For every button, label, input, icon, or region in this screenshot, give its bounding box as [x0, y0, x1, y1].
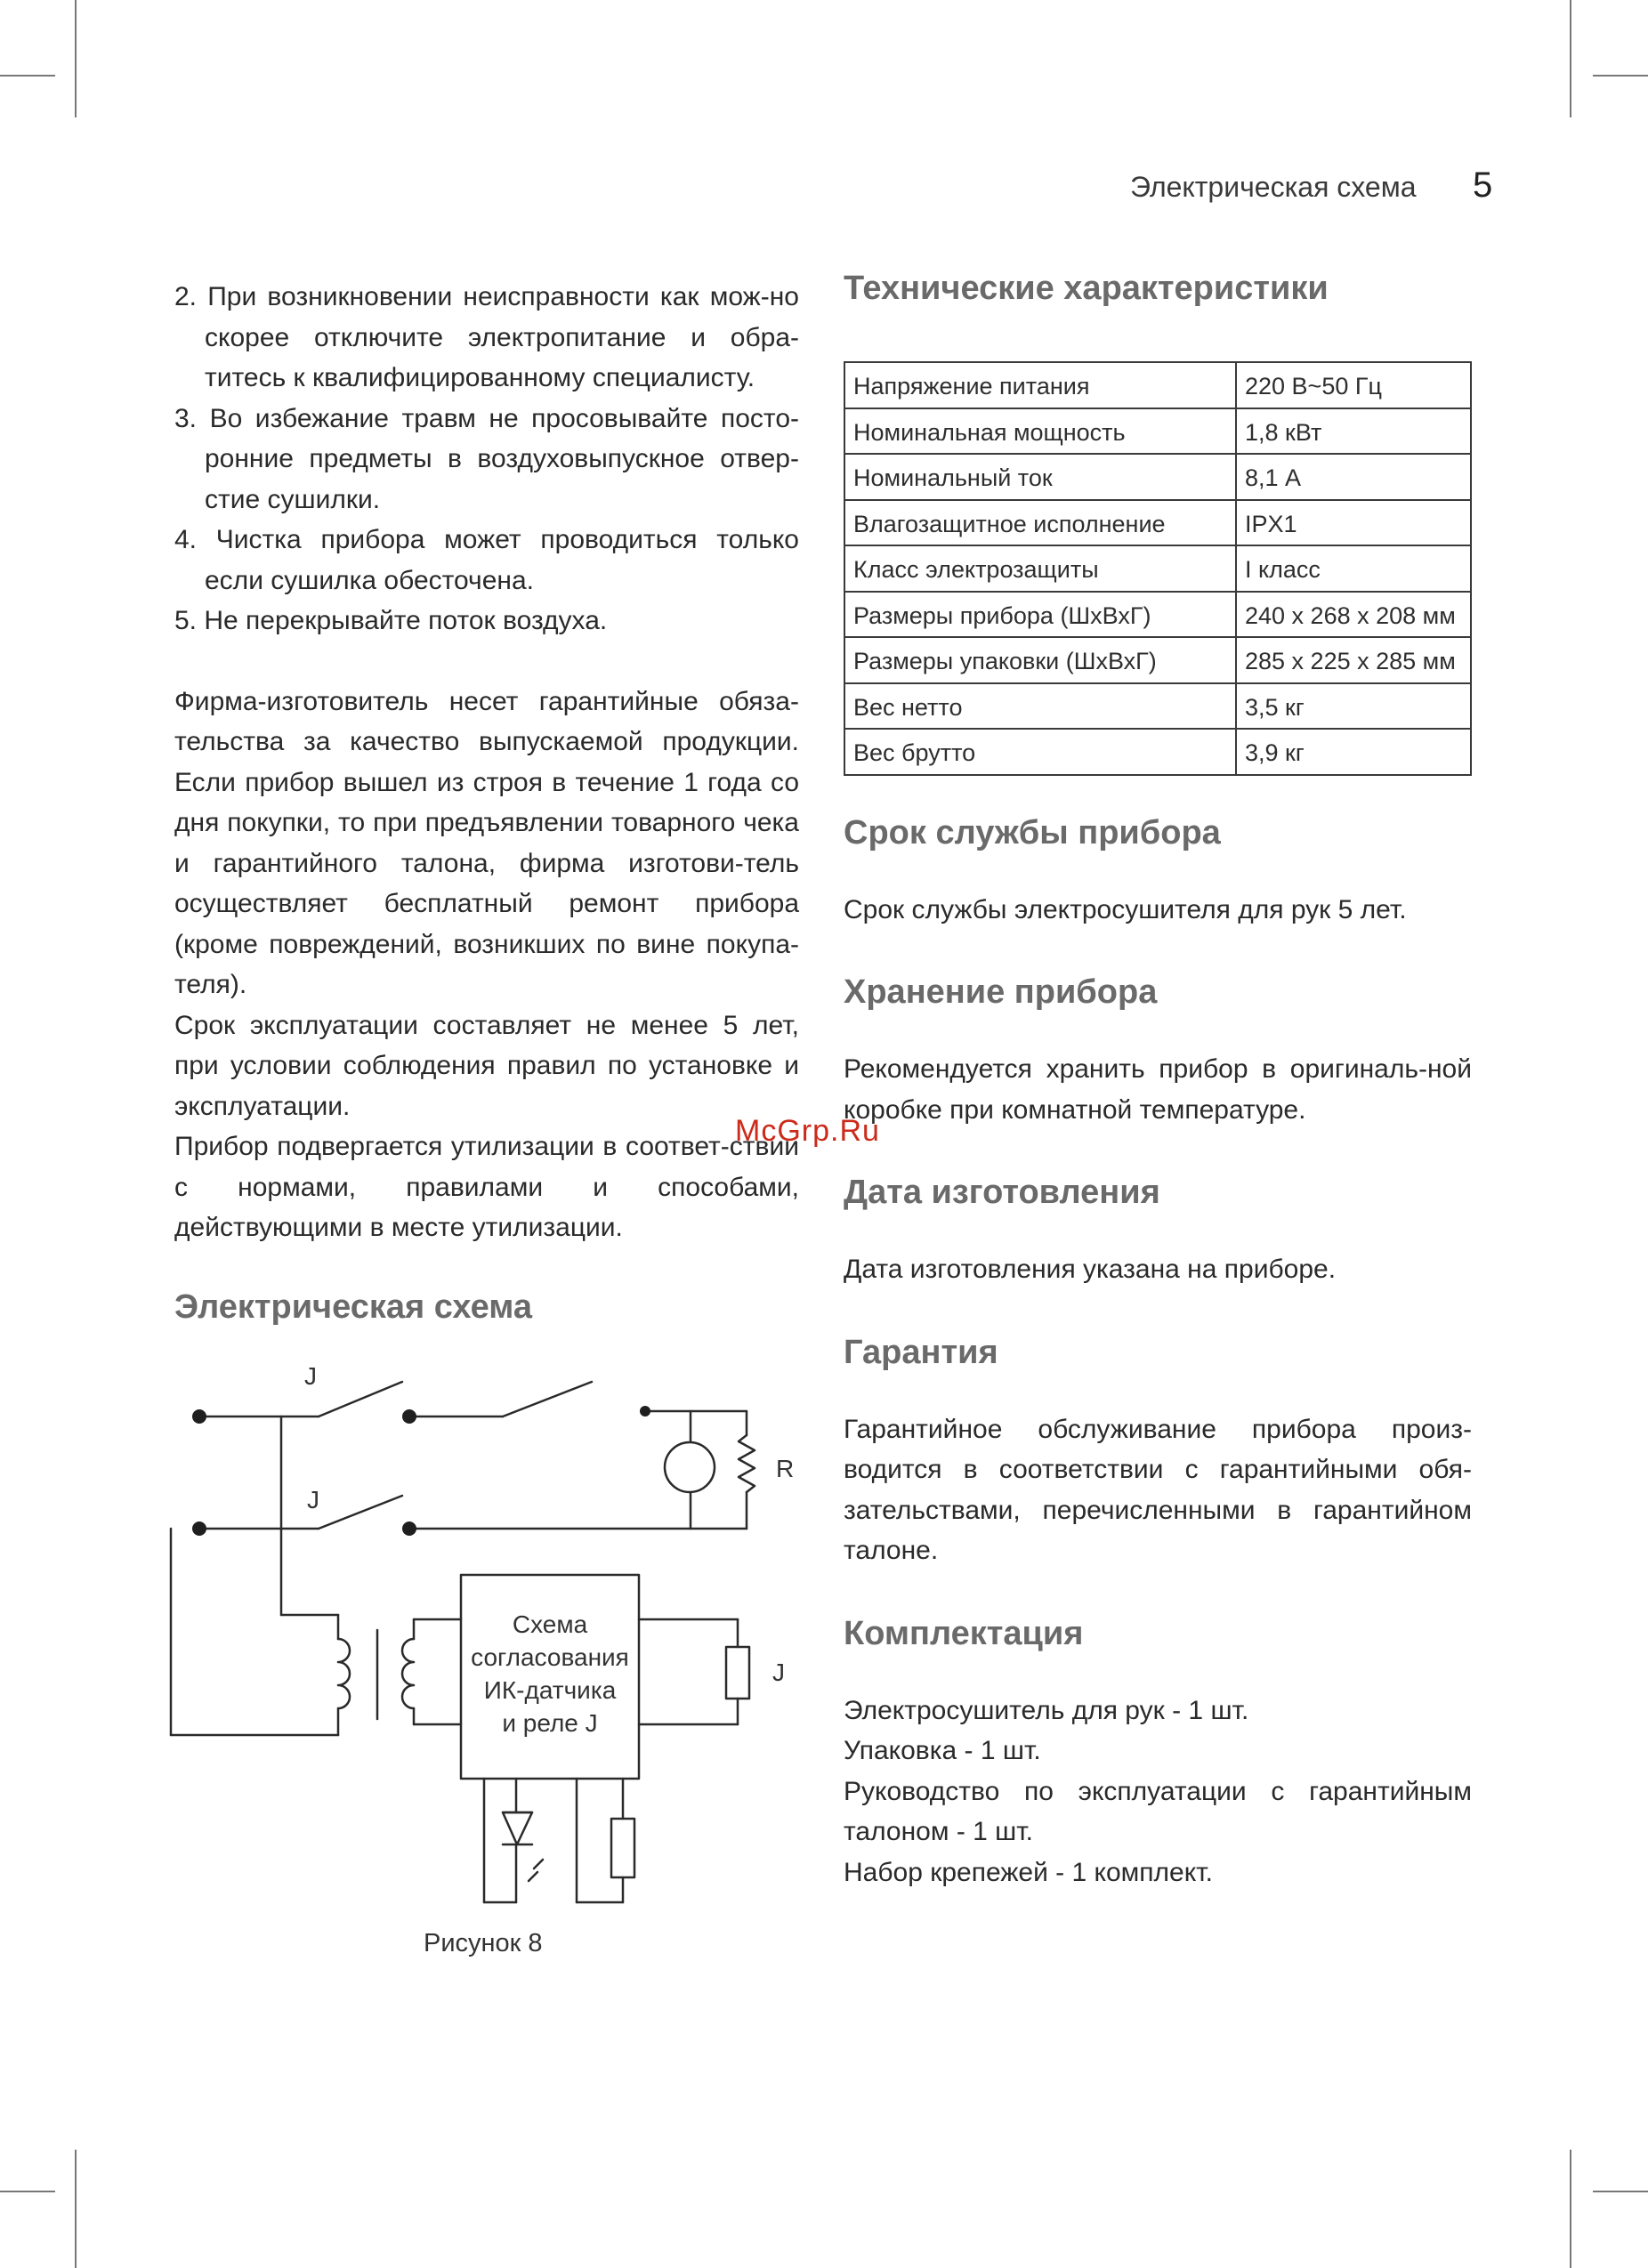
spec-value: 240 x 268 x 208 мм	[1236, 592, 1471, 638]
guarantee-text: Гарантийное обслуживание прибора произ-водится в соответствии с гарантийными обя-зательствами, перечисленными в гарантийном талоне.	[844, 1414, 1472, 1565]
left-column	[174, 277, 799, 1328]
warranty-paragraph: Фирма-изготовитель несет гарантийные обяза-тельства за качество выпускаемой продукции. Если прибор вышел из строя в течение 1 года со дня покупки, то при предъявлении товарного чека и гарантийного талона, фирма изготови-тель осуществляет бесплатный ремонт прибора (кроме повреждений, возникших по вине покупа-теля).	[174, 686, 799, 999]
ir-led	[503, 1812, 532, 1844]
spec-value: 285 x 225 x 285 мм	[1236, 637, 1471, 683]
specs-row	[844, 454, 1471, 500]
spec-value: I класс	[1236, 545, 1471, 592]
label-switch-bottom: J	[307, 1486, 319, 1513]
storage-heading: Хранение прибора	[844, 973, 1158, 1011]
spec-name: Напряжение питания	[844, 362, 1236, 408]
lifetime-text: Срок службы электросушителя для рук 5 лет.	[844, 894, 1407, 924]
service-life-paragraph: Срок эксплуатации составляет не менее 5 лет, при условии соблюдения правил по установке и эксплуатации.	[174, 1010, 799, 1121]
specs-row	[844, 500, 1471, 546]
specs-row	[844, 637, 1471, 683]
page-number: 5	[1473, 165, 1493, 205]
manufacture-text: Дата изготовления указана на приборе.	[844, 1255, 1337, 1284]
watermark: McGrp.Ru	[735, 1114, 880, 1148]
spec-name: Класс электрозащиты	[844, 545, 1236, 592]
specs-row	[844, 729, 1471, 775]
transformer-primary-coil	[338, 1639, 350, 1708]
kit-item: Электросушитель для рук - 1 шт.	[844, 1695, 1249, 1725]
list-item: 5. Не перекрывайте поток воздуха.	[174, 606, 608, 635]
light-ray	[529, 1872, 537, 1881]
specs-heading: Технические характеристики	[844, 270, 1329, 307]
spec-value: 3,9 кг	[1236, 729, 1471, 775]
label-resistor: R	[776, 1455, 795, 1482]
kit-item: Набор крепежей - 1 комплект.	[844, 1857, 1213, 1887]
heater-resistor	[739, 1435, 755, 1492]
list-item: 4. Чистка прибора может проводиться только если сушилка обесточена.	[174, 525, 799, 595]
spec-value: 1,8 кВт	[1236, 408, 1471, 455]
spec-value: 3,5 кг	[1236, 683, 1471, 730]
spec-name: Номинальный ток	[844, 454, 1236, 500]
schema-heading: Электрическая схема	[174, 1287, 532, 1326]
crop-mark	[1570, 2150, 1571, 2268]
crop-mark	[75, 0, 77, 117]
specs-row	[844, 408, 1471, 455]
crop-mark	[1593, 2191, 1648, 2192]
spec-name: Размеры упаковки (ШхВхГ)	[844, 637, 1236, 683]
kit-list	[844, 1691, 1472, 1893]
label-switch-top: J	[304, 1362, 317, 1390]
switch-contact-bottom	[319, 1496, 402, 1529]
specs-row	[844, 683, 1471, 730]
relay-coil	[726, 1647, 749, 1699]
block-label-line1: Схема	[512, 1610, 588, 1638]
disposal-paragraph: Прибор подвергается утилизации в соответ-ствии с нормами, правилами и способами, действующими в месте утилизации.	[174, 1132, 799, 1242]
terminal	[192, 1521, 206, 1536]
switch-contact-top-1	[319, 1382, 402, 1416]
block-label-line4: и реле J	[502, 1709, 598, 1737]
fan-motor	[665, 1442, 715, 1492]
manufacture-heading: Дата изготовления	[844, 1174, 1160, 1211]
wiring-diagram	[160, 1352, 836, 1940]
kit-heading: Комплектация	[844, 1614, 1084, 1652]
crop-mark	[0, 2191, 55, 2192]
right-column	[844, 267, 1472, 1893]
terminal	[192, 1409, 206, 1424]
block-label-line3: ИК-датчика	[483, 1676, 617, 1704]
kit-item: Руководство по эксплуатации с гарантийным талоном - 1 шт.	[844, 1776, 1472, 1846]
safety-list	[174, 277, 799, 642]
figure-caption: Рисунок 8	[424, 1929, 543, 1957]
spec-name: Размеры прибора (ШхВхГ)	[844, 592, 1236, 638]
crop-mark	[1593, 75, 1648, 77]
terminal	[640, 1406, 650, 1416]
spec-name: Вес нетто	[844, 683, 1236, 730]
light-ray	[534, 1860, 543, 1868]
photo-resistor	[611, 1819, 634, 1877]
spec-name: Номинальная мощность	[844, 408, 1236, 455]
spec-name: Вес брутто	[844, 729, 1236, 775]
specs-row	[844, 592, 1471, 638]
terminal	[402, 1409, 416, 1424]
running-header-title: Электрическая схема	[1130, 171, 1417, 203]
spec-value: IPX1	[1236, 500, 1471, 546]
storage-text: Рекомендуется хранить прибор в оригиналь-ной коробке при комнатной температуре.	[844, 1054, 1472, 1125]
terminal	[402, 1521, 416, 1536]
label-relay: J	[772, 1659, 785, 1686]
specs-table	[844, 361, 1472, 776]
block-label-line2: согласования	[471, 1643, 629, 1671]
guarantee-heading: Гарантия	[844, 1333, 998, 1371]
list-item: 2. При возникновении неисправности как мож-но скорее отключите электропитание и обра-титесь к квалифицированному специалисту.	[174, 282, 799, 392]
crop-mark	[0, 75, 55, 77]
specs-row	[844, 545, 1471, 592]
spec-value: 220 В~50 Гц	[1236, 362, 1471, 408]
spec-value: 8,1 А	[1236, 454, 1471, 500]
switch-contact-top-2	[503, 1382, 592, 1416]
lifetime-heading: Срок службы прибора	[844, 813, 1221, 852]
spec-name: Влагозащитное исполнение	[844, 500, 1236, 546]
kit-item: Упаковка - 1 шт.	[844, 1736, 1041, 1765]
transformer-secondary-coil	[402, 1639, 414, 1708]
crop-mark	[1570, 0, 1571, 117]
specs-row	[844, 362, 1471, 408]
crop-mark	[75, 2150, 77, 2268]
list-item: 3. Во избежание травм не просовывайте посто-ронние предметы в воздуховыпускное отвер-стие сушилки.	[174, 403, 799, 514]
